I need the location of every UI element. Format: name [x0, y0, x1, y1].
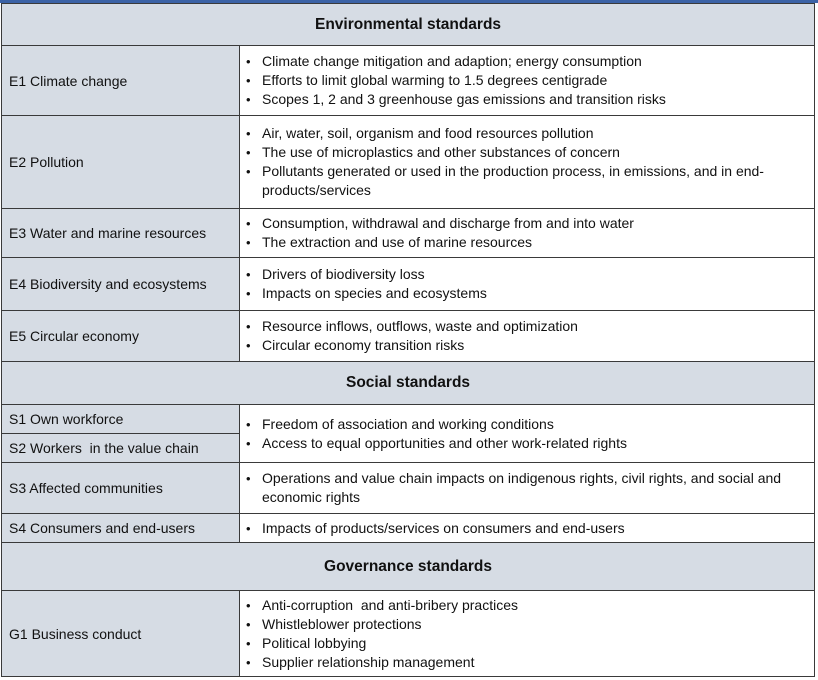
standard-description-e4 [240, 258, 815, 311]
bullet-item: • Political lobbying [262, 634, 808, 653]
environmental-section-header: Environmental standards [2, 4, 815, 46]
standard-code-s2: S2 Workers in the value chain [2, 434, 240, 463]
esrs-standards-table [1, 3, 815, 677]
bullet-item: • Climate change mitigation and adaption; energy consumption [262, 52, 808, 71]
bullet-item: • Air, water, soil, organism and food resources pollution [262, 124, 808, 143]
bullet-item: • The extraction and use of marine resources [262, 233, 808, 252]
standard-code-s1: S1 Own workforce [2, 405, 240, 434]
bullet-item: • Impacts on species and ecosystems [262, 284, 808, 303]
bullet-item: • Resource inflows, outflows, waste and optimization [262, 317, 808, 336]
bullet-item: • Whistleblower protections [262, 615, 808, 634]
standard-code-g1: G1 Business conduct [2, 591, 240, 677]
governance-section-header: Governance standards [2, 543, 815, 591]
standard-description-s1-s2 [240, 405, 815, 463]
social-section-header: Social standards [2, 362, 815, 405]
bullet-item: • Efforts to limit global warming to 1.5 degrees centigrade [262, 71, 808, 90]
standard-code-e3: E3 Water and marine resources [2, 209, 240, 258]
standard-description-g1 [240, 591, 815, 677]
bullet-item: • Supplier relationship management [262, 653, 808, 672]
standard-code-e2: E2 Pollution [2, 116, 240, 209]
bullet-item: • Access to equal opportunities and other work-related rights [262, 434, 808, 453]
standard-description-e5 [240, 311, 815, 362]
bullet-item: • Pollutants generated or used in the production process, in emissions, and in end-products/services [262, 162, 808, 200]
bullet-item: • Scopes 1, 2 and 3 greenhouse gas emissions and transition risks [262, 90, 808, 109]
bullet-item: • Drivers of biodiversity loss [262, 265, 808, 284]
bullet-item: • Impacts of products/services on consumers and end-users [262, 519, 808, 538]
standard-code-e4: E4 Biodiversity and ecosystems [2, 258, 240, 311]
standard-code-e5: E5 Circular economy [2, 311, 240, 362]
bullet-item: • Consumption, withdrawal and discharge from and into water [262, 214, 808, 233]
bullet-item: • The use of microplastics and other substances of concern [262, 143, 808, 162]
standard-code-s3: S3 Affected communities [2, 463, 240, 514]
bullet-item: • Circular economy transition risks [262, 336, 808, 355]
standard-description-e1 [240, 46, 815, 116]
bullet-item: • Freedom of association and working conditions [262, 415, 808, 434]
standard-description-e3 [240, 209, 815, 258]
standard-code-s4: S4 Consumers and end-users [2, 514, 240, 543]
standard-code-e1: E1 Climate change [2, 46, 240, 116]
standard-description-s3 [240, 463, 815, 514]
bullet-item: • Operations and value chain impacts on indigenous rights, civil rights, and social and economic rights [262, 469, 808, 507]
standard-description-e2 [240, 116, 815, 209]
bullet-item: • Anti-corruption and anti-bribery practices [262, 596, 808, 615]
standard-description-s4 [240, 514, 815, 543]
